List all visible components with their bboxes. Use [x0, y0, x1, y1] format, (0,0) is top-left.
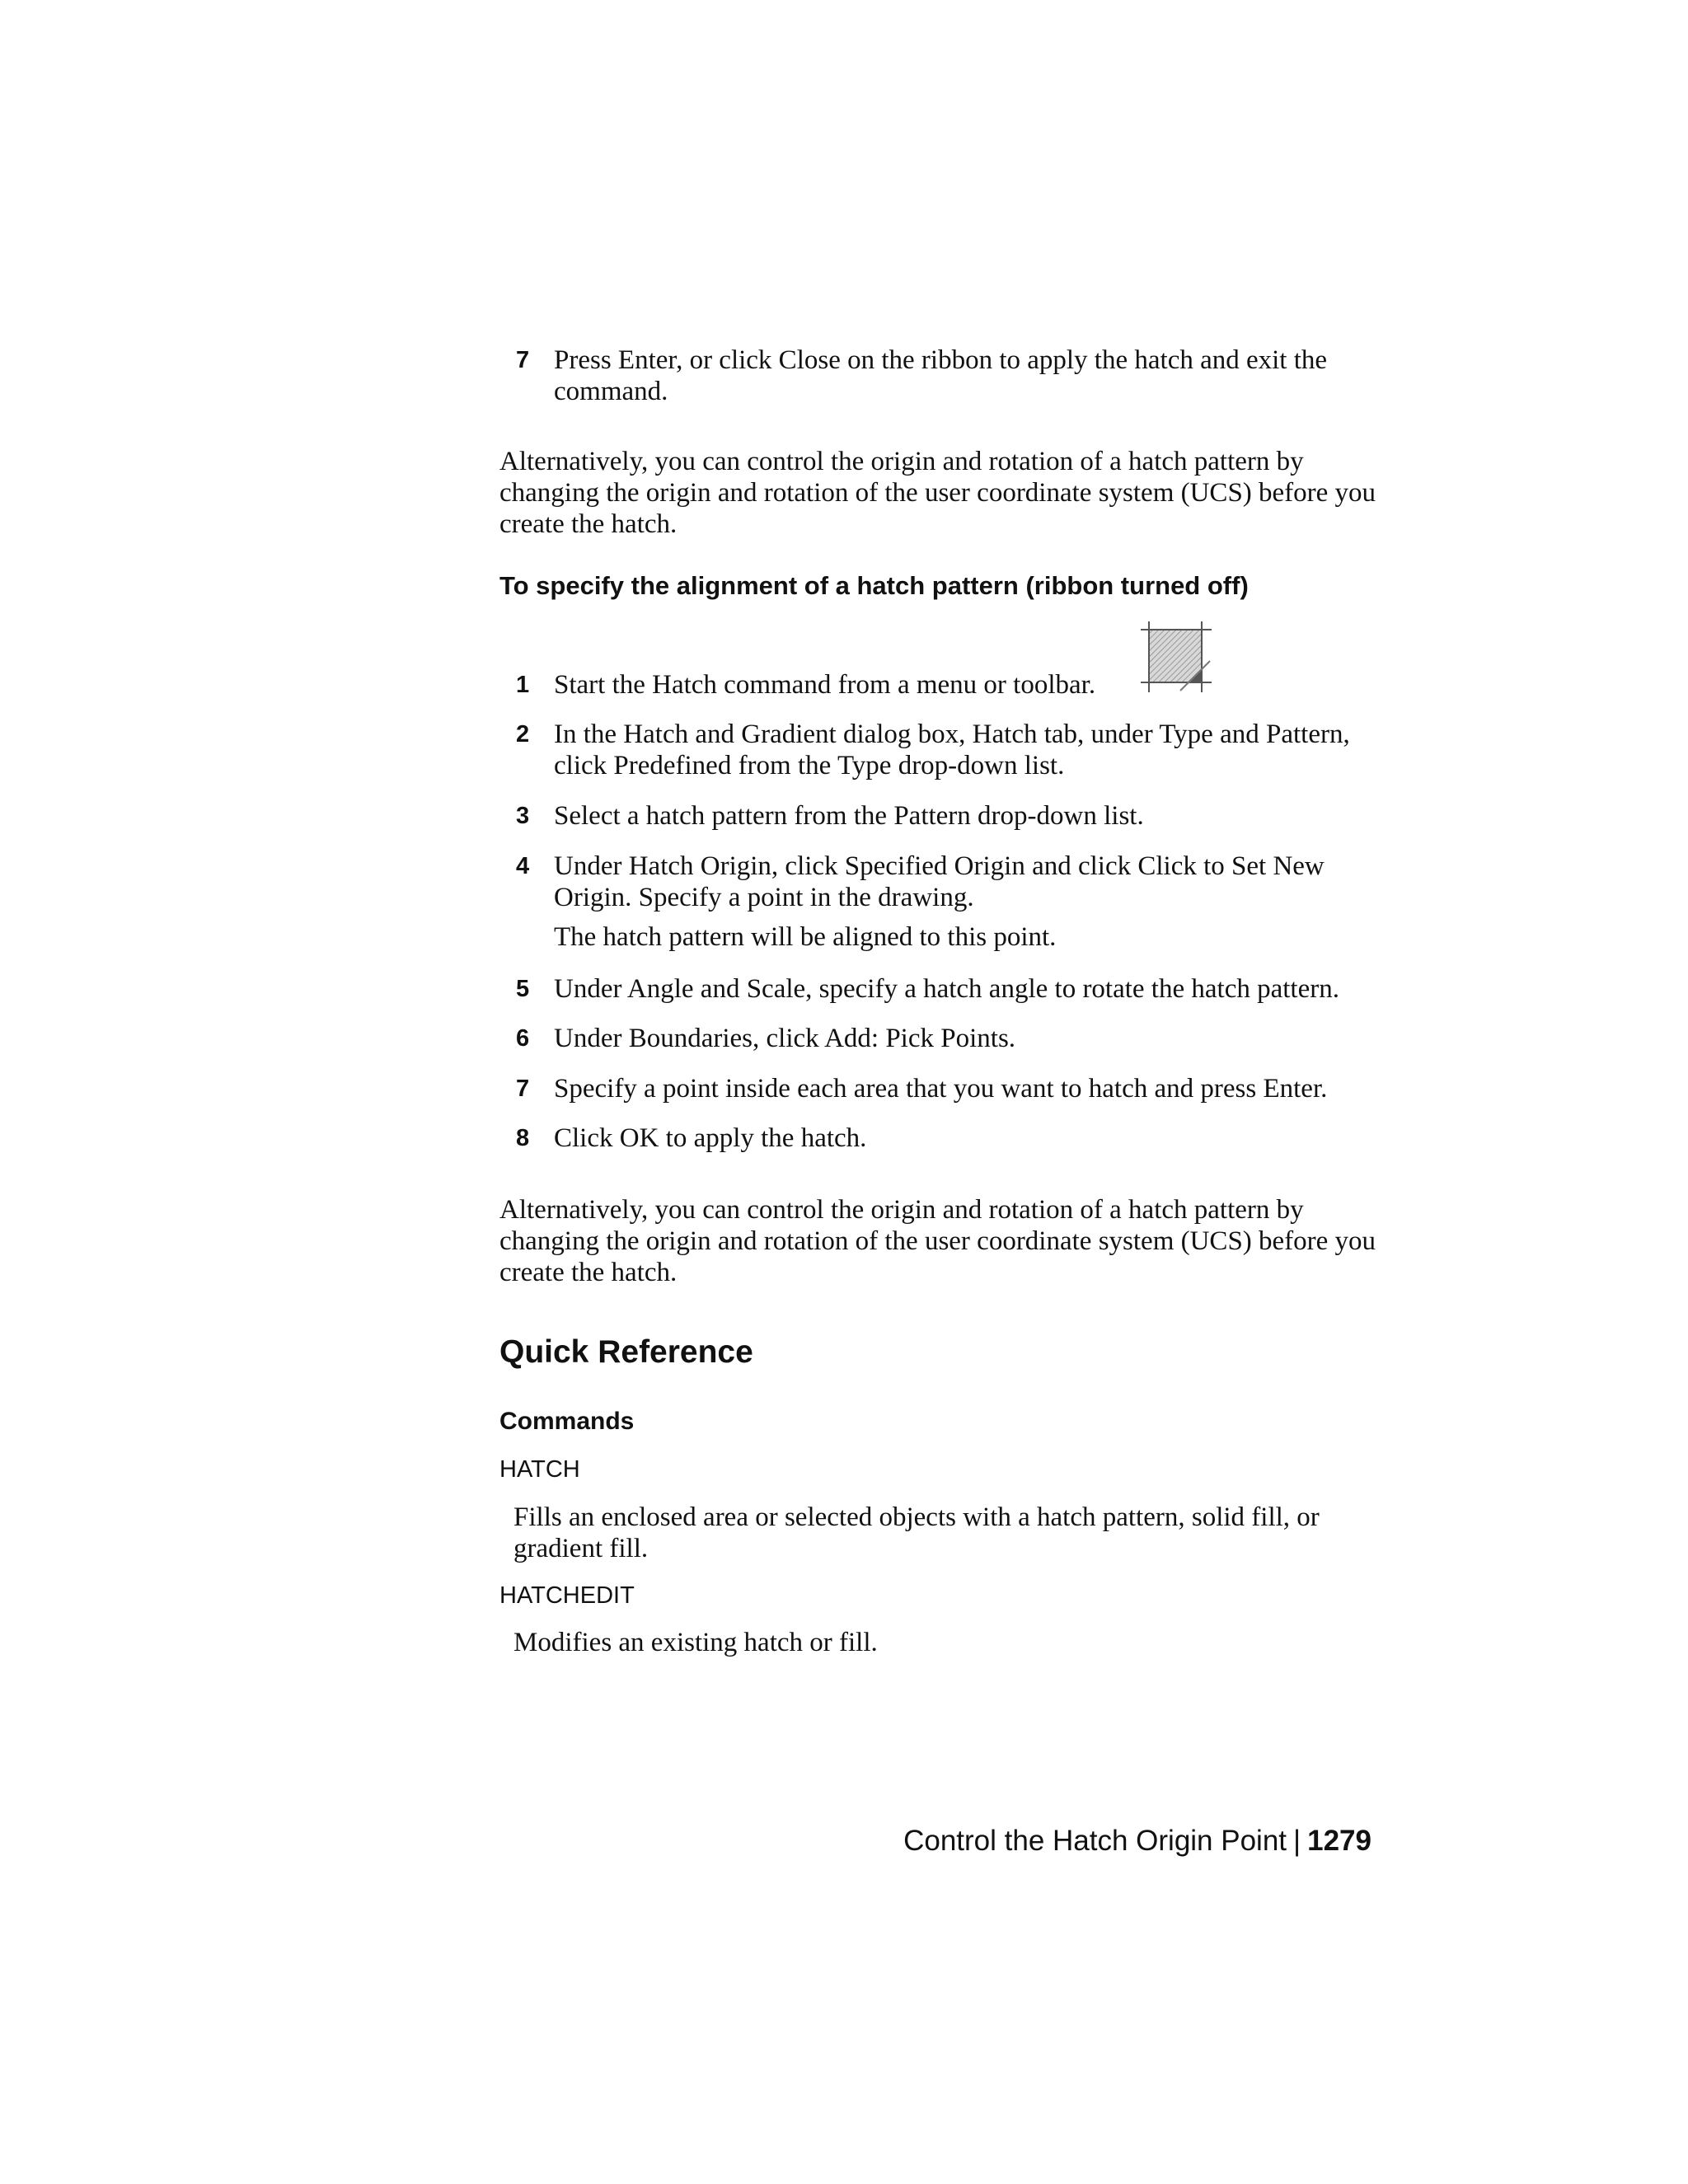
ucs-paragraph-2: Alternatively, you can control the origin and rotation of a hatch pattern by changing the origin and rotation of the user coordinate system (UCS) before you create the hatch. [499, 1195, 1376, 1287]
step-text: In the Hatch and Gradient dialog box, Hatch tab, under Type and Pattern, click Predefined from the Type drop-down list. [554, 719, 1350, 780]
step-number: 3 [516, 803, 530, 829]
commands-heading: Commands [499, 1408, 635, 1435]
step-number: 6 [516, 1025, 530, 1052]
step-number: 7 [516, 1076, 530, 1102]
step-text: Specify a point inside each area that you want to hatch and press Enter. [554, 1074, 1328, 1104]
command-desc-hatchedit: Modifies an existing hatch or fill. [513, 1628, 878, 1657]
step-text: Press Enter, or click Close on the ribbon to apply the hatch and exit the command. [554, 345, 1328, 406]
step-note: The hatch pattern will be aligned to this point. [554, 922, 1057, 952]
step-number: 1 [516, 672, 530, 698]
step-number: 4 [516, 853, 530, 879]
step-text: Under Hatch Origin, click Specified Origin and click Click to Set New Origin. Specify a point in the drawing. [554, 851, 1325, 912]
procedure-heading: To specify the alignment of a hatch pattern (ribbon turned off) [499, 571, 1249, 600]
step-text: Under Angle and Scale, specify a hatch angle to rotate the hatch pattern. [554, 974, 1339, 1004]
page-number: 1279 [1307, 1825, 1372, 1857]
step-text: Select a hatch pattern from the Pattern drop-down list. [554, 801, 1144, 831]
quick-reference-heading: Quick Reference [499, 1334, 753, 1370]
footer-title: Control the Hatch Origin Point [903, 1825, 1287, 1857]
step-number: 2 [516, 721, 530, 748]
step-text: Under Boundaries, click Add: Pick Points. [554, 1024, 1016, 1053]
step-text: Start the Hatch command from a menu or toolbar. [554, 670, 1096, 700]
command-name-hatch: HATCH [499, 1456, 580, 1483]
ucs-paragraph-1: Alternatively, you can control the origin and rotation of a hatch pattern by changing the origin and rotation of the user coordinate system (UCS) before you create the hatch. [499, 447, 1376, 539]
command-name-hatchedit: HATCHEDIT [499, 1582, 635, 1609]
step-number: 7 [516, 347, 530, 373]
command-desc-hatch: Fills an enclosed area or selected objects with a hatch pattern, solid fill, or gradient fill. [513, 1502, 1320, 1563]
step-text: Click OK to apply the hatch. [554, 1123, 867, 1153]
step-number: 8 [516, 1125, 530, 1151]
step-number: 5 [516, 976, 530, 1002]
page-footer [903, 1824, 1372, 1858]
footer-separator: | [1293, 1825, 1301, 1857]
